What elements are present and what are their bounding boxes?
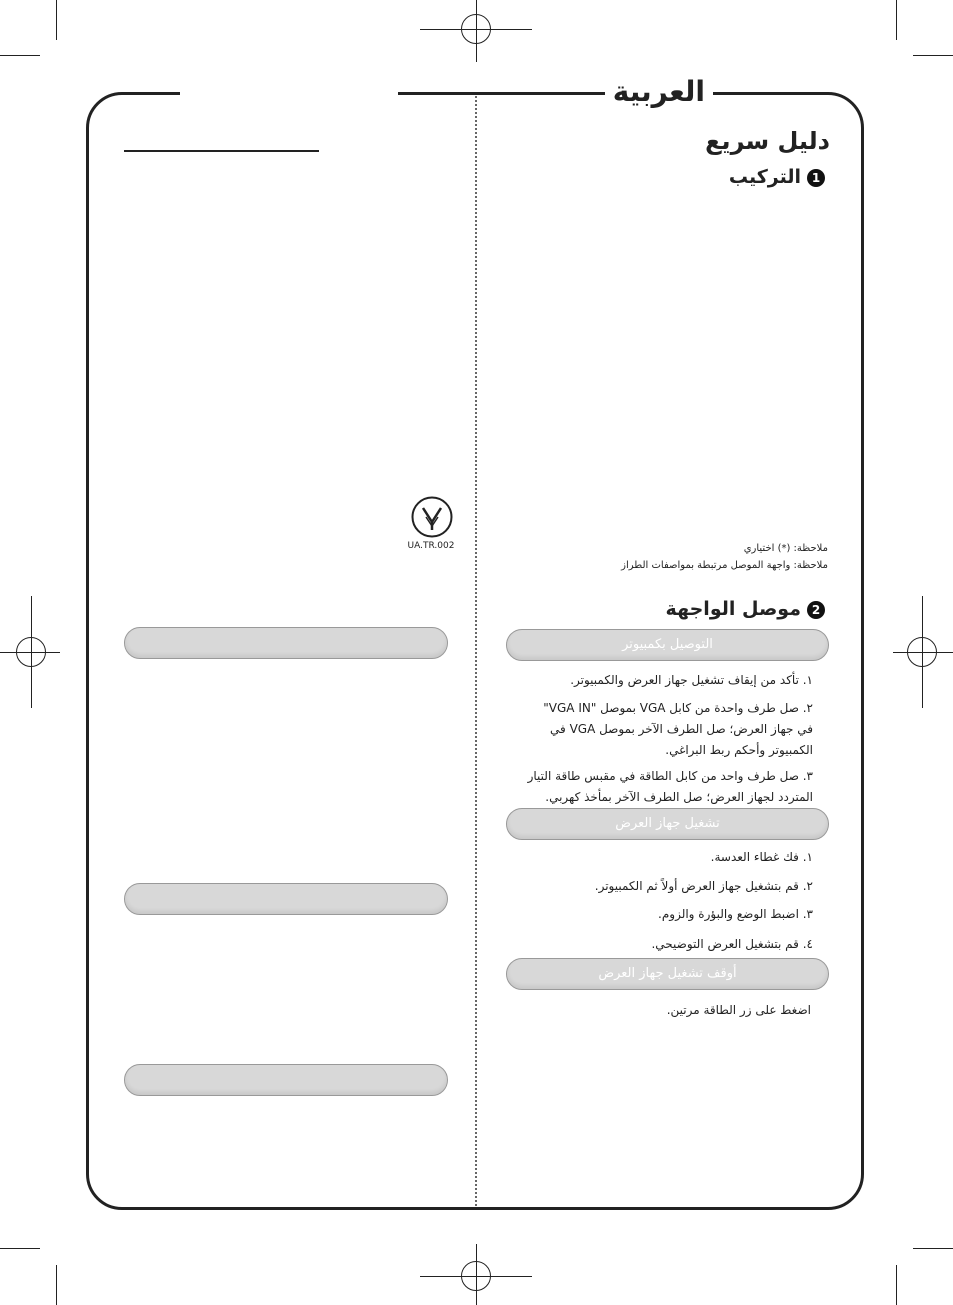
connector-number: 2 (807, 601, 825, 619)
left-heading-rule (124, 150, 319, 152)
connect-step-1: ١. تأكد من إيقاف تشغيل جهاز العرض والكمبيوتر. (570, 673, 813, 687)
connect-computer-bar: التوصيل بكمبيوتر (506, 629, 829, 661)
power-on-bar: تشغيل جهاز العرض (506, 808, 829, 840)
installation-heading (729, 166, 825, 188)
left-section-bar-3 (124, 1064, 448, 1096)
connect-step-3: ٣. صل طرف واحد من كابل الطاقة في مقبس طاقة التيار المتردد لجهاز العرض؛ صل الطرف الآخر بمأخذ كهربي. (527, 769, 813, 804)
power-on-step-3: ٣. اضبط الوضع والبؤرة والزوم. (658, 907, 813, 921)
note-connector: ملاحظة: واجهة الموصل مرتبطة بمواصفات الطراز (621, 560, 828, 571)
installation-label: التركيب (728, 166, 801, 188)
power-off-text: اضغط على زر الطاقة مرتين. (666, 1003, 811, 1017)
certification-mark (404, 495, 458, 551)
connector-heading (666, 598, 825, 620)
language-title: العربية (605, 72, 713, 112)
left-section-bar-1 (124, 627, 448, 659)
note-optional: ملاحظة: (*) اختياري (743, 543, 828, 554)
ukraine-certification-icon (410, 495, 454, 539)
certification-code: UA.TR.002 (407, 541, 455, 551)
column-divider (475, 96, 477, 1206)
power-on-step-1: ١. فك غطاء العدسة. (710, 850, 813, 864)
power-on-step-2: ٢. قم بتشغيل جهاز العرض أولاً ثم الكمبيوتر. (594, 879, 813, 893)
left-section-bar-2 (124, 883, 448, 915)
connector-label: موصل الواجهة (665, 598, 801, 620)
quick-guide-title: دليل سريع (705, 127, 830, 155)
installation-number: 1 (807, 169, 825, 187)
power-on-step-4: ٤. قم بتشغيل العرض التوضيحي. (651, 937, 813, 951)
connect-step-2: ٢. صل طرف واحدة من كابل VGA بموصل "VGA IN" في جهاز العرض؛ صل الطرف الآخر بموصل VGA في الكمبيوتر وأحكم ربط البراغي. (543, 701, 813, 757)
power-off-bar: أوقف تشغيل جهاز العرض (506, 958, 829, 990)
